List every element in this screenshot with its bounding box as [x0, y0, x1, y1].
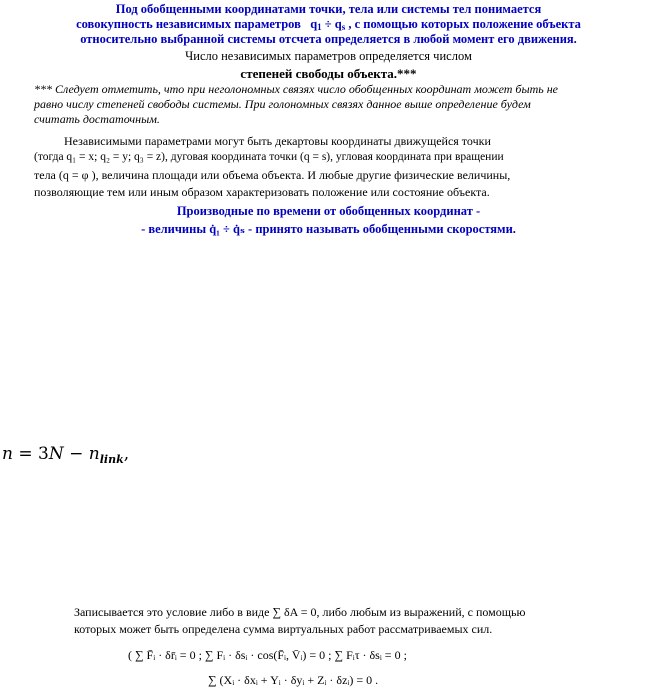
virtual-line-2: которых может быть определена сумма виртуальных работ рассматриваемых сил.	[74, 622, 493, 636]
note-line-2: равно числу степеней свободы системы. При голономных связях данное выше определение будем	[34, 97, 531, 111]
definition-line-2-post: , с помощью которых положение объекта	[348, 17, 581, 31]
velocity-line-2	[20, 221, 637, 237]
note-line-3: считать достаточным.	[34, 112, 160, 126]
definition-line-3: относительно выбранной системы отсчета определяется в любой момент его движения.	[80, 32, 577, 46]
dof-title: степеней свободы объекта.***	[240, 66, 417, 81]
note-line-1: *** Следует отметить, что при неголономных связях число обобщенных координат может быть не	[34, 82, 558, 96]
para-line-4: позволяющие тем или иным образом характеризовать положение или состояние объекта.	[34, 185, 490, 199]
para-line-2: (тогда q₁ = x; q₂ = y; q₃ = z), дуговая координата точки (q = s), угловая координата при вращении	[34, 151, 504, 163]
definition-line-2-pre: совокупность независимых параметров	[76, 17, 301, 31]
virtual-equations-2: ∑ (Xᵢ · δxᵢ + Yᵢ · δyᵢ + Zᵢ · δzᵢ) = 0 .	[208, 673, 379, 687]
velocity-line-2-pre: - величины q̇₁ ÷ q̇ₛ -	[141, 222, 256, 236]
definition-line-2	[20, 17, 637, 32]
velocity-line-2-post: принято называть обобщенными скоростями.	[255, 222, 516, 236]
count-line: Число независимых параметров определяется числом	[185, 49, 472, 63]
velocity-line-1: Производные по времени от обобщенных координат -	[176, 204, 481, 218]
definition-formula: $q_1 \div q_s$	[310, 17, 346, 32]
virtual-equations-1: ( ∑ F̄ᵢ · δr̄ᵢ = 0 ; ∑ Fᵢ · δsᵢ · cos(F̄ᵢ, V̄ᵢ) = 0 ; ∑ Fᵢτ · δsᵢ = 0 ;	[128, 648, 407, 662]
dof-formula: $n = 3N - n_{link}$,	[2, 444, 130, 466]
definition-line-1: Под обобщенными координатами точки, тела или системы тел понимается	[115, 2, 542, 16]
para-line-1: Независимыми параметрами могут быть декартовы координаты движущейся точки	[64, 134, 491, 148]
virtual-line-1: Записывается это условие либо в виде ∑ δA = 0, либо любым из выражений, с помощью	[74, 605, 526, 619]
para-line-3: тела (q = φ ), величина площади или объема объекта. И любые другие физические величины,	[34, 168, 511, 182]
